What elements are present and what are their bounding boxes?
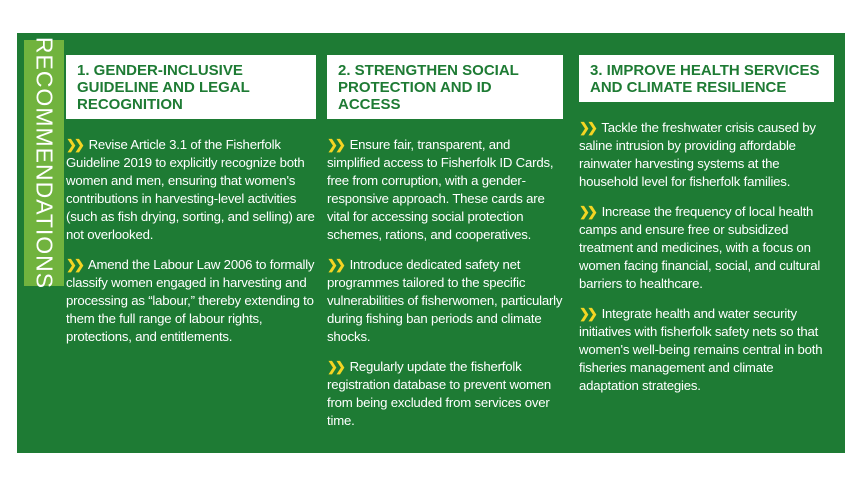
recommendations-tab	[24, 36, 64, 290]
list-item: ❯❯ Increase the frequency of local health camps and ensure free or subsidized treatment and medicines, with a focus on women facing financial, social, and cultural barriers to healthcare.	[579, 204, 821, 291]
list-item: ❯❯ Amend the Labour Law 2006 to formally classify women engaged in harvesting and processing as “labour,” thereby extending to them the full range of labour rights, protections, and entitlements.	[66, 257, 315, 344]
list-item: ❯❯ Revise Article 3.1 of the Fisherfolk Guideline 2019 to explicitly recognize both women and men, ensuring that women's contributions in harvesting-level activities (such as fish drying, sorting, and selling) are not overlooked.	[66, 137, 315, 242]
list-item: ❯❯ Tackle the freshwater crisis caused by saline intrusion by providing affordable rainwater harvesting systems at the household level for fisherfolk families.	[579, 120, 816, 189]
column-3-heading: 3. IMPROVE HEALTH SERVICES AND CLIMATE RESILIENCE	[579, 55, 834, 102]
side-label: RECOMMENDATIONS	[31, 36, 58, 290]
double-chevron-right-icon: ❯❯	[579, 120, 596, 135]
column-2-heading: 2. STRENGTHEN SOCIAL PROTECTION AND ID ACCESS	[327, 55, 563, 119]
list-item: ❯❯ Ensure fair, transparent, and simplified access to Fisherfolk ID Cards, free from corruption, with a gender-responsive approach. These cards are vital for accessing social protection schemes, rations, and cooperatives.	[327, 137, 554, 242]
double-chevron-right-icon: ❯❯	[66, 137, 83, 152]
double-chevron-right-icon: ❯❯	[327, 257, 344, 272]
double-chevron-right-icon: ❯❯	[327, 359, 344, 374]
list-item: ❯❯ Introduce dedicated safety net programmes tailored to the specific vulnerabilities of fisherwomen, particularly during fishing ban periods and climate shocks.	[327, 257, 563, 344]
list-item: ❯❯ Integrate health and water security initiatives with fisherfolk safety nets so that women's well-being remains central in both fisheries management and climate adaptation strategies.	[579, 306, 823, 393]
double-chevron-right-icon: ❯❯	[579, 204, 596, 219]
double-chevron-right-icon: ❯❯	[327, 137, 344, 152]
double-chevron-right-icon: ❯❯	[579, 306, 596, 321]
column-1-heading: 1. GENDER-INCLUSIVE GUIDELINE AND LEGAL RECOGNITION	[66, 55, 316, 119]
column-2	[327, 55, 563, 442]
double-chevron-right-icon: ❯❯	[66, 257, 83, 272]
list-item: ❯❯ Regularly update the fisherfolk registration database to prevent women from being excluded from services over time.	[327, 359, 552, 428]
column-1	[66, 55, 316, 358]
column-3	[579, 55, 834, 407]
